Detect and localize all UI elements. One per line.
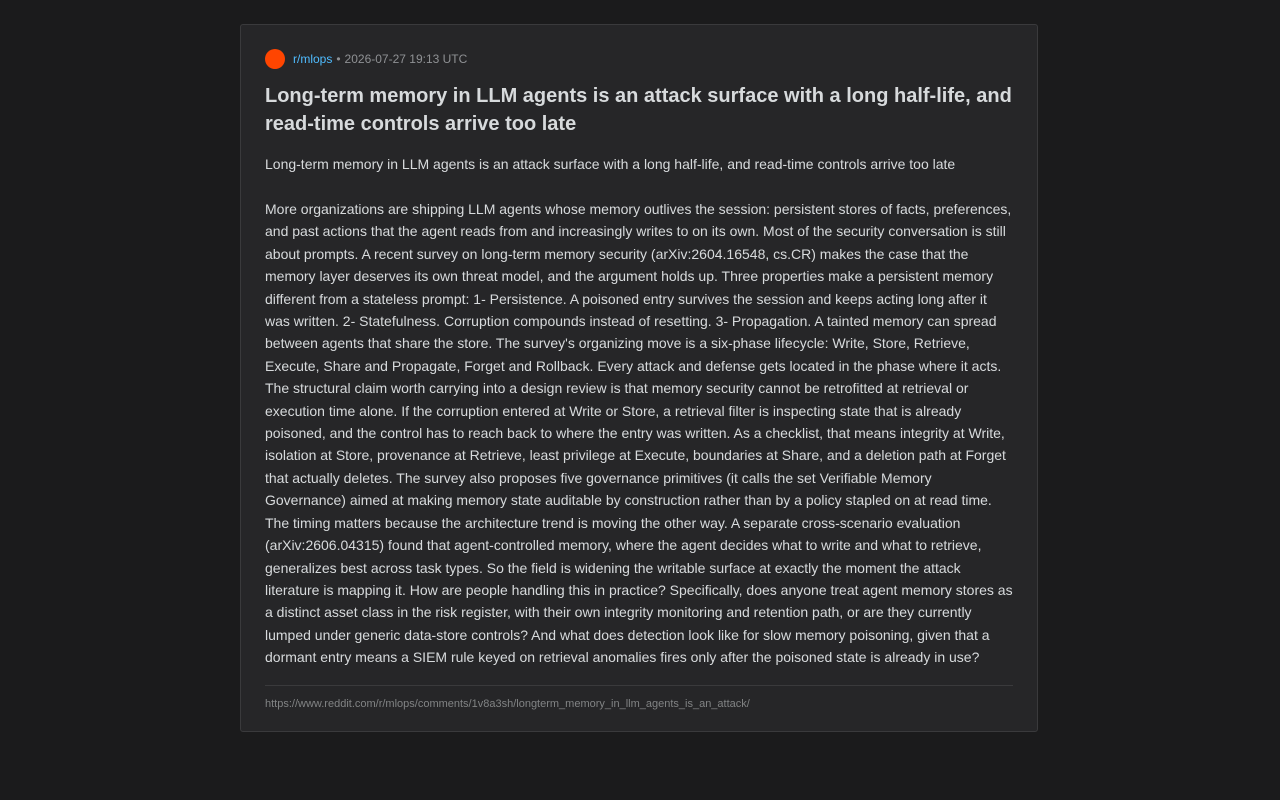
- post-title[interactable]: Long-term memory in LLM agents is an attack surface with a long half-life, and read-time controls arrive too late: [265, 85, 1012, 135]
- subreddit-avatar-icon[interactable]: [265, 49, 285, 69]
- post-body: More organizations are shipping LLM agents whose memory outlives the session: persistent stores of facts, preferences, and past actions that the agent reads from and increasingly writes to on its own. Most of the security conversation is still about prompts. A recent survey on long-term memory security (arXiv:2604.16548, cs.CR) makes the case that the memory layer deserves its own threat model, and the argument holds up. Three properties make a persistent memory different from a stateless prompt: 1- Persistence. A poisoned entry survives the session and keeps acting long after it was written. 2- Statefulness. Corruption compounds instead of resetting. 3- Propagation. A tainted memory can spread between agents that share the store. The survey's organizing move is a six-phase lifecycle: Write, Store, Retrieve, Execute, Share and Propagate, Forget and Rollback. Every attack and defense gets located in the phase where it acts. The structural claim worth carrying into a design review is that memory security cannot be retrofitted at retrieval or execution time alone. If the corruption entered at Write or Store, a retrieval filter is inspecting state that is already poisoned, and the control has to reach back to where the entry was written. As a checklist, that means integrity at Write, isolation at Store, provenance at Retrieve, least privilege at Execute, boundaries at Share, and a deletion path at Forget that actually deletes. The survey also proposes five governance primitives (it calls the set Verifiable Memory Governance) aimed at making memory state auditable by construction rather than by a policy stapled on at read time. The timing matters because the architecture trend is moving the other way. A separate cross-scenario evaluation (arXiv:2606.04315) found that agent-controlled memory, where the agent decides what to write and what to retrieve, generalizes best across task types. So the field is widening the writable surface at exactly the moment the attack literature is mapping it. How are people handling this in practice? Specifically, does anyone treat agent memory stores as a distinct asset class in the risk register, with their own integrity monitoring and retention path, or are they currently lumped under generic data-store controls? And what does detection look like for slow memory poisoning, given that a dormant entry means a SIEM rule keyed on retrieval anomalies fires only after the poisoned state is already in use?: [265, 201, 1013, 666]
- divider: [265, 685, 1013, 686]
- post-meta: [265, 49, 1013, 69]
- post-card: [240, 24, 1038, 732]
- post-lead: Long-term memory in LLM agents is an attack surface with a long half-life, and read-time controls arrive too late: [265, 156, 956, 172]
- post-url-link[interactable]: https://www.reddit.com/r/mlops/comments/1v8a3sh/longterm_memory_in_llm_agents_is_an_attack/: [265, 697, 750, 710]
- meta-separator: •: [336, 52, 341, 66]
- subreddit-link[interactable]: r/mlops: [293, 52, 333, 66]
- post-timestamp: 2026-07-27 19:13 UTC: [344, 52, 468, 66]
